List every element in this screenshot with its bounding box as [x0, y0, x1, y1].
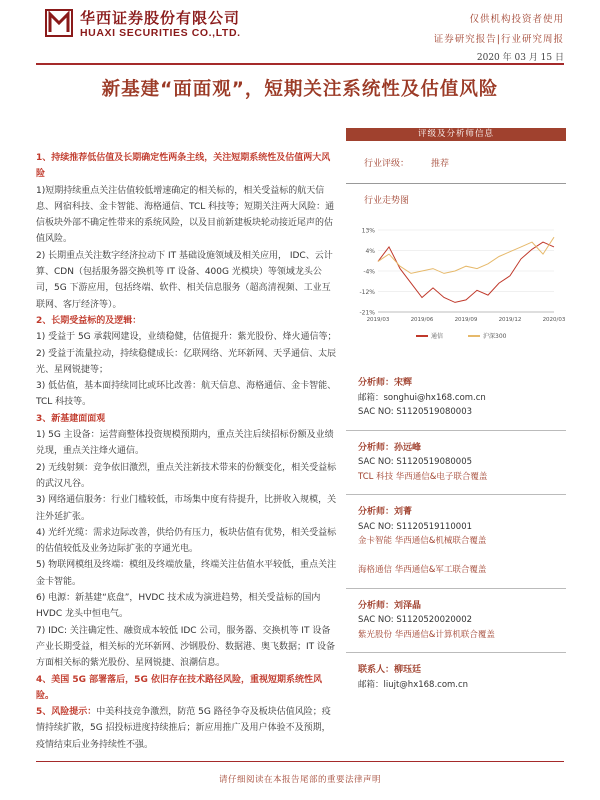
report-body [36, 150, 338, 753]
rating-divider [346, 183, 566, 184]
analyst-detail: 海格通信 华西通信&军工联合覆盖 [358, 565, 487, 575]
company-name-cn: 华西证券股份有限公司 [80, 9, 241, 27]
footer-divider [36, 761, 564, 762]
series-line-0 [378, 242, 554, 302]
series-line-1 [378, 237, 554, 273]
body-paragraph: 5) 物联网模组及终端：模组及终端放量，终端关注估值水平较低，重点关注金卡智能。 [36, 560, 337, 587]
analyst-name: 联系人：柳珏廷 [358, 665, 422, 675]
body-paragraph: 6) 电源：新基建“底盘”，HVDC 技术成为演进趋势，相关受益标的国内 HVDC 龙头中恒电气。 [36, 593, 321, 620]
y-tick-label: 13% [361, 227, 375, 235]
body-paragraph: 1)短期持续重点关注估值较低增速确定的相关标的，相关受益标的航天信息、网宿科技、金卡智能、海格通信、TCL 科技等；短期关注两大风险：通信板块外部不确定性带来的系统风险，以及目前新建板块轮动接近尾声的估值风险。 [36, 185, 335, 245]
body-paragraph: 2) 受益于流量拉动，持续稳健成长：亿联网络、光环新网、天孚通信、太辰光、星网锐捷等； [36, 348, 337, 375]
trend-chart-label: 行业走势图 [364, 196, 410, 206]
body-paragraph: 4) 光纤光缆：需求边际改善，供给仍有压力，板块估值有优势，相关受益标的估值较低及业务边际扩张的亨通光电。 [36, 527, 337, 555]
analyst-name: 分析师：孙远峰 [358, 442, 422, 453]
report-type-tag: 证券研究报告|行业研究周报 [433, 34, 564, 45]
body-paragraph: 2) 长期重点关注数字经济拉动下 IT 基础设施领域及相关应用， IDC、云计算、CDN（包括服务器交换机等 IT 设备、400G 光模块）等领域龙头公司，5G 下游应用，包括终端、软件、相关信息服务（超高清视频、工业互联网、客厅经济等）。 [36, 250, 333, 310]
industry-trend-chart [346, 224, 566, 354]
analyst-detail [358, 549, 566, 564]
body-paragraph [36, 704, 338, 753]
legend-label: 通信 [431, 333, 444, 340]
analyst-detail: 紫光股份 华西通信&计算机联合覆盖 [358, 629, 495, 640]
analyst-entry [346, 441, 566, 485]
risk-text: 中美科技竞争激烈，防范 5G 路径争夺及板块估值风险；疫情持续扩散，5G 招投标进度持续推后；新应用推广及用户体验不及预期，疫情结束后业务持续性不强。 [36, 707, 331, 750]
body-paragraph: 3) 低估值，基本面持续同比或环比改善：航天信息、海格通信、金卡智能、TCL 科技等。 [36, 381, 337, 408]
industry-rating [346, 156, 566, 169]
analyst-divider [346, 588, 566, 589]
body-paragraph: 1) 5G 主设备：运营商整体投资规模预期内，重点关注后续招标份额及业绩兑现，重点关注烽火通信。 [36, 430, 334, 457]
body-paragraph: 1) 受益于 5G 承载网建设，业绩稳健，估值提升：紫光股份、烽火通信等； [36, 332, 337, 343]
analyst-divider [346, 494, 566, 495]
x-tick-label: 2019/09 [454, 317, 478, 323]
analyst-detail: 邮箱：liujt@hx168.com.cn [358, 679, 469, 690]
report-title: 新基建“面面观”，短期关注系统性及估值风险 [101, 79, 499, 100]
analyst-divider [346, 652, 566, 653]
rating-panel [346, 128, 566, 340]
analyst-divider [346, 430, 566, 431]
analyst-entry [346, 505, 566, 578]
x-tick-label: 2019/12 [498, 317, 522, 323]
body-paragraph: 7) IDC: 关注确定性、融资成本较低 IDC 公司，服务器、交换机等 IT 设备产业长期受益，相关标的光环新网、沙钢股份、数据港、奥飞数据；IT 设备方面相关标的紫光股份、星网锐捷、浪潮信息。 [36, 625, 336, 669]
y-tick-label: -12% [359, 289, 375, 296]
x-tick-label: 2020/03 [542, 317, 566, 323]
report-header [0, 0, 600, 68]
analyst-detail: 金卡智能 华西通信&机械联合覆盖 [358, 536, 487, 546]
analyst-name: 分析师：刘泽晶 [358, 600, 422, 611]
analyst-detail: SAC NO: S1120519080005 [358, 457, 473, 467]
x-tick-label: 2019/03 [366, 317, 390, 323]
analyst-entry [346, 663, 566, 692]
section-heading: 3、新基建面面观 [36, 413, 106, 424]
analyst-detail: TCL 科技 华西通信&电子联合覆盖 [358, 471, 488, 482]
analyst-detail: SAC NO: S1120520020002 [358, 615, 473, 625]
section-heading: 1、持续推荐低估值及长期确定性两条主线，关注短期系统性及估值两大风险 [36, 153, 331, 180]
rating-value: 推荐 [431, 159, 450, 169]
analyst-detail: SAC NO: S1120519080003 [358, 407, 473, 417]
legend-label: 沪深300 [483, 333, 507, 340]
x-tick-label: 2019/06 [410, 317, 434, 323]
analyst-list [346, 376, 566, 692]
report-date: 2020 年 03 月 15 日 [476, 53, 564, 63]
company-name-en: HUAXI SECURITIES CO.,LTD. [80, 27, 241, 39]
rating-panel-header: 评级及分析师信息 [346, 128, 566, 141]
huaxi-logo-icon [44, 8, 74, 38]
body-paragraph: 2) 无线射频：竞争依旧激烈，重点关注新技术带来的份额变化，相关受益标的武汉凡谷。 [36, 462, 337, 489]
y-tick-label: 4% [365, 248, 375, 255]
body-paragraph: 3) 网络通信服务：行业门槛较低，市场集中度有待提升，比拼收入规模，关注外延扩张。 [36, 495, 337, 522]
analyst-detail: SAC NO: S1120519110001 [358, 521, 473, 532]
legal-notice: 请仔细阅读在本报告尾部的重要法律声明 [218, 775, 381, 785]
audience-tag: 仅供机构投资者使用 [469, 14, 564, 25]
header-divider [36, 63, 564, 65]
y-tick-label: -4% [363, 268, 375, 276]
rating-label: 行业评级： [364, 159, 410, 169]
analyst-detail: 邮箱：songhui@hx168.com.cn [358, 392, 486, 403]
analyst-entry [346, 376, 566, 420]
section-heading: 2、长期受益标的及逻辑： [36, 315, 142, 326]
analyst-name: 分析师：刘菁 [358, 507, 413, 517]
y-tick-label: -21% [359, 309, 375, 317]
section-heading: 4、美国 5G 部署落后，5G 依旧存在技术路径风险，重视短期系统性风险。 [36, 674, 322, 701]
analyst-name: 分析师：宋辉 [358, 378, 413, 388]
analyst-entry [346, 599, 566, 643]
risk-heading: 5、风险提示： [36, 707, 97, 718]
